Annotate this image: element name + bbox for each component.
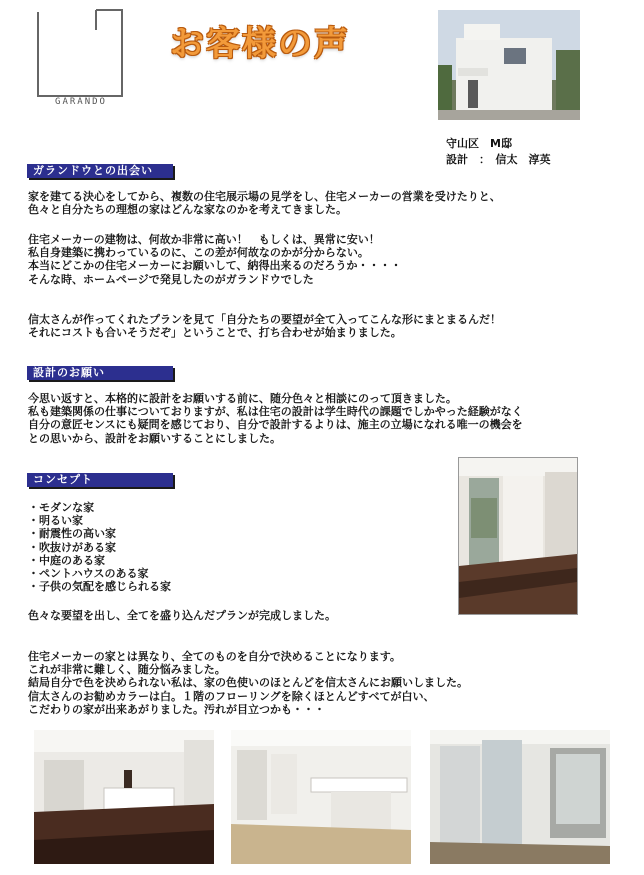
interior-stair-photo bbox=[458, 457, 578, 615]
text-line: との思いから、設計をお願いすることにしました。 bbox=[28, 431, 281, 445]
text-line: 家を建てる決心をしてから、複数の住宅展示場の見学をし、住宅メーカーの営業を受けたりと、 bbox=[28, 190, 501, 203]
list-item: ・中庭のある家 bbox=[28, 553, 105, 567]
text-line: 私も建築関係の仕事についておりますが、私は住宅の設計は学生時代の課題でしかやった経験がなく bbox=[28, 405, 523, 419]
section-meeting-body bbox=[28, 190, 501, 216]
list-item: ・吹抜けがある家 bbox=[28, 540, 116, 554]
text-line: 私自身建築に携わっているのに、この差が何故なのかが分からない。 bbox=[28, 246, 369, 260]
living-room-photo bbox=[34, 730, 214, 864]
house-designer: 設計 ： 信太 淳英 bbox=[446, 153, 551, 166]
text-line: こだわりの家が出来あがりました。汚れが目立つかも・・・ bbox=[28, 702, 325, 716]
text-line: 住宅メーカーの建物は、何故か非常に高い！ もしくは、異常に安い！ bbox=[28, 233, 380, 246]
concept-list bbox=[28, 501, 171, 593]
section-design-request-body bbox=[28, 392, 523, 445]
text-line: 住宅メーカーの家とは異なり、全てのものを自分で決めることになります。 bbox=[28, 650, 401, 663]
section-header-concept: コンセプト bbox=[27, 473, 173, 487]
text-line: 色々と自分たちの理想の家はどんな家なのかを考えてきました。 bbox=[28, 203, 347, 217]
text-line: そんな時、ホームページで発見したのがガランドウでした bbox=[28, 272, 314, 286]
bathroom-photo bbox=[430, 730, 610, 864]
text-line: 本当にどこかの住宅メーカーにお願いして、納得出来るのだろうか・・・・ bbox=[28, 259, 402, 273]
logo-text: GARANDO bbox=[55, 97, 107, 107]
page-title: お客様の声 bbox=[170, 24, 350, 64]
section-header-design-request: 設計のお願い bbox=[27, 366, 173, 380]
text-line: これが非常に難しく、随分悩みました。 bbox=[28, 663, 226, 677]
list-item: ・子供の気配を感じられる家 bbox=[28, 580, 171, 594]
house-location: 守山区 M邸 bbox=[446, 137, 512, 150]
kitchen-photo bbox=[231, 730, 411, 864]
section-header-meeting: ガランドウとの出会い bbox=[27, 164, 173, 178]
list-item: ・モダンな家 bbox=[28, 501, 95, 514]
concept-body bbox=[28, 650, 468, 716]
text-line: 信太さんが作ってくれたプランを見て「自分たちの要望が全て入ってこんな形にまとまるんだ！ bbox=[28, 313, 501, 326]
text-line: 自分の意匠センスにも疑問を感じており、自分で設計するよりは、施主の立場になれる唯一の機会を bbox=[28, 418, 523, 432]
text-line: 今思い返すと、本格的に設計をお願いする前に、随分色々と相談にのって頂きました。 bbox=[28, 392, 457, 405]
list-item: ・ペントハウスのある家 bbox=[28, 567, 149, 581]
section-meeting-body-3 bbox=[28, 313, 501, 339]
section-meeting-body-2 bbox=[28, 233, 402, 286]
list-item: ・耐震性の高い家 bbox=[28, 527, 116, 541]
text-line: それにコストも合いそうだぞ」ということで、打ち合わせが始まりました。 bbox=[28, 326, 402, 340]
house-exterior-photo bbox=[438, 10, 580, 120]
concept-summary bbox=[28, 609, 336, 622]
list-item: ・明るい家 bbox=[28, 514, 83, 528]
text-line: 結局自分で色を決められない私は、家の色使いのほとんどを信太さんにお願いしました。 bbox=[28, 676, 468, 690]
text-line: 信太さんのお勧めカラーは白。１階のフローリングを除くほとんどすべてが白い、 bbox=[28, 689, 435, 703]
text-line: 色々な要望を出し、全てを盛り込んだプランが完成しました。 bbox=[28, 609, 336, 622]
